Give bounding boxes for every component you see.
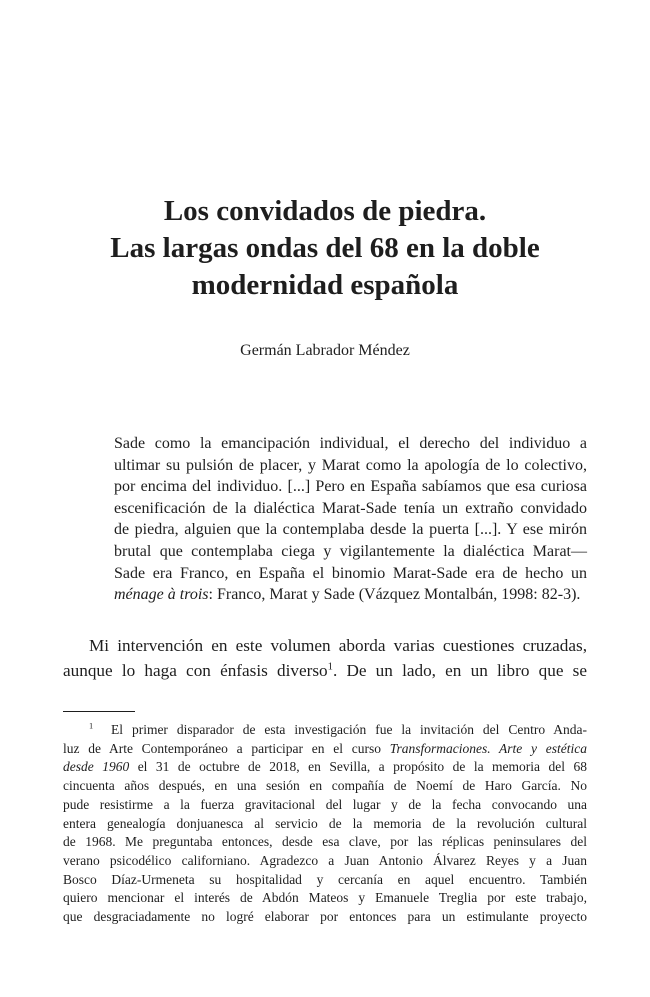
footnote-text: El primer disparador de esta investigación fue la invitación del Centro Anda-: [111, 722, 588, 737]
chapter-title-line: Los convidados de piedra.: [163, 195, 487, 227]
quote-line: Sade era Franco, en España el binomio Marat-Sade era de hecho un: [114, 564, 587, 582]
quote-line: de piedra, alguien que la contemplaba desde la puerta [...]. Y ese mirón: [114, 521, 587, 539]
footnote-line: [63, 721, 587, 740]
footnote-line: de 1968. Me preguntaba entonces, desde esa clave, por las réplicas peninsulares del: [63, 834, 587, 850]
quote-italic-phrase: ménage à trois: [114, 586, 209, 604]
course-title: desde 1960: [63, 759, 130, 775]
footnote-text: luz de Arte Contemporáneo a participar en el curso: [63, 740, 390, 756]
body-text: . De un lado, en un libro que se: [332, 660, 587, 680]
course-title: Transformaciones. Arte y estética: [389, 740, 587, 756]
footnote-reference[interactable]: 1: [327, 660, 333, 672]
chapter-title: [0, 193, 650, 304]
footnote: [63, 721, 587, 927]
quote-line: ultimar su pulsión de placer, y Marat como la apología de lo colectivo,: [114, 456, 587, 474]
footnote-marker: 1: [89, 721, 94, 731]
body-text: aunque lo haga con énfasis diverso: [63, 660, 328, 680]
footnote-text: el 31 de octubre de 2018, en Sevilla, a propósito de la memoria del 68: [129, 759, 587, 775]
author-name: Germán Labrador Méndez: [240, 342, 410, 359]
quote-line: [114, 584, 587, 606]
chapter-title-line: Las largas ondas del 68 en la doble: [110, 232, 540, 264]
footnote-line: Bosco Díaz-Urmeneta su hospitalidad y cercanía en aquel encuentro. También: [63, 871, 587, 887]
footnote-line: [63, 758, 587, 777]
quote-line: por encima del individuo. [...] Pero en España sabíamos que esa curiosa: [114, 478, 587, 496]
chapter-title-line: modernidad española: [191, 269, 459, 301]
footnote-line: pude resistirme a la fuerza gravitacional del lugar y de la fecha convocando una: [63, 796, 587, 812]
body-paragraph: [63, 634, 587, 683]
footnote-line: que desgraciadamente no logré elaborar por entonces para un estimulante proyecto: [63, 909, 587, 925]
block-quote: [114, 433, 587, 606]
quote-line: escenificación de la dialéctica Marat-Sade tenía un extraño convidado: [114, 499, 587, 517]
quote-line: Sade como la emancipación individual, el derecho del individuo a: [114, 435, 587, 452]
body-line: Mi intervención en este volumen aborda varias cuestiones cruzadas,: [89, 636, 587, 655]
footnote-separator: [63, 711, 135, 712]
quote-citation: : Franco, Marat y Sade (Vázquez Montalbán, 1998: 82-3).: [208, 586, 581, 604]
footnote-line: verano psicodélico californiano. Agradezco a Juan Antonio Álvarez Reyes y a Juan: [63, 852, 587, 868]
footnote-line: quiero mencionar el interés de Abdón Mateos y Emanuele Treglia por este trabajo,: [63, 890, 587, 906]
footnote-line: cincuenta años después, en una sesión en compañía de Noemí de Haro García. No: [63, 778, 587, 794]
body-line: [63, 659, 587, 684]
footnote-line: entera genealogía donjuanesca al servicio de la memoria de la revolución cultural: [63, 815, 587, 831]
quote-line: brutal que contemplaba ciega y vigilantemente la dialéctica Marat—: [114, 542, 587, 560]
footnote-line: [63, 740, 587, 759]
